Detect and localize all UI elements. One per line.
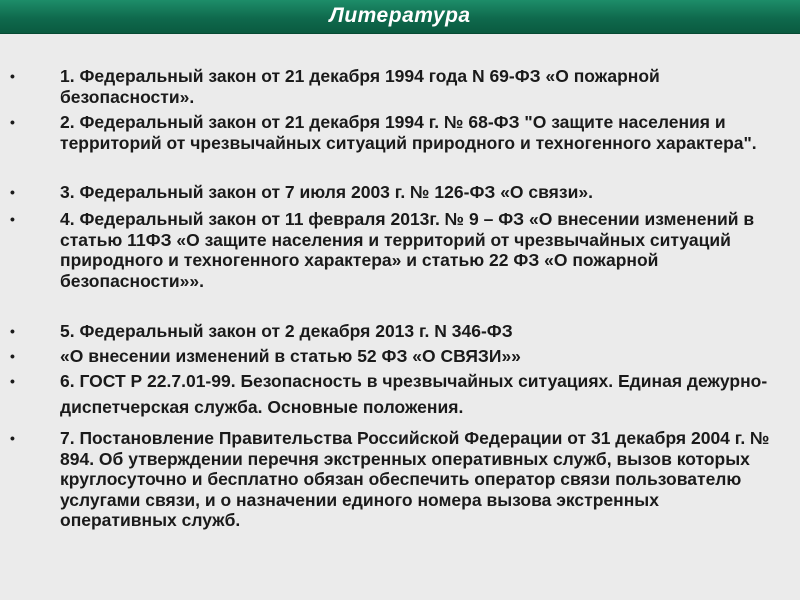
list-item-text: «О внесении изменений в статью 52 ФЗ «О СВЯЗИ»» [60,346,521,366]
list-item [10,346,772,367]
list-item [10,209,772,291]
bullet-icon: • [10,114,15,130]
list-item-text: 5. Федеральный закон от 2 декабря 2013 г. N 346-ФЗ [60,321,513,341]
list-item-text: 7. Постановление Правительства Российской Федерации от 31 декабря 2004 г. № 894. Об утверждении перечня экстренных оперативных служб, вызов которых круглосуточно и бесплатно обязан обеспечить оператор связи пользователю услугами связи, и о назначении единого номера вызова экстренных оперативных служб. [60,428,770,530]
bullet-icon: • [10,348,15,364]
list-item [10,112,772,153]
list-item [10,368,772,420]
bullet-icon: • [10,430,15,446]
list-item [10,66,772,107]
list-item-text: 1. Федеральный закон от 21 декабря 1994 года N 69-ФЗ «О пожарной безопасности». [60,66,660,107]
bullet-icon: • [10,373,15,389]
bullet-icon: • [10,323,15,339]
list-item [10,321,772,342]
list-item-text: 3. Федеральный закон от 7 июля 2003 г. № 126-ФЗ «О связи». [60,182,593,202]
list-item [10,182,772,203]
list-item-text: 2. Федеральный закон от 21 декабря 1994 г. № 68-ФЗ "О защите населения и территорий от чрезвычайных ситуаций природного и техногенного характера". [60,112,757,153]
slide-title: Литература [329,4,471,27]
bullet-icon: • [10,68,15,84]
list-item-text: 6. ГОСТ Р 22.7.01-99. Безопасность в чрезвычайных ситуациях. Единая дежурно-диспетчерская служба. Основные положения. [60,371,768,417]
list-item-text: 4. Федеральный закон от 11 февраля 2013г. № 9 – ФЗ «О внесении изменений в статью 11ФЗ «О защите населения и территорий от чрезвычайных ситуаций природного и техногенного характера» и статью 22 ФЗ «О пожарной безопасности»». [60,209,755,291]
list-item [10,428,772,531]
bullet-icon: • [10,184,15,200]
bullet-icon: • [10,211,15,227]
